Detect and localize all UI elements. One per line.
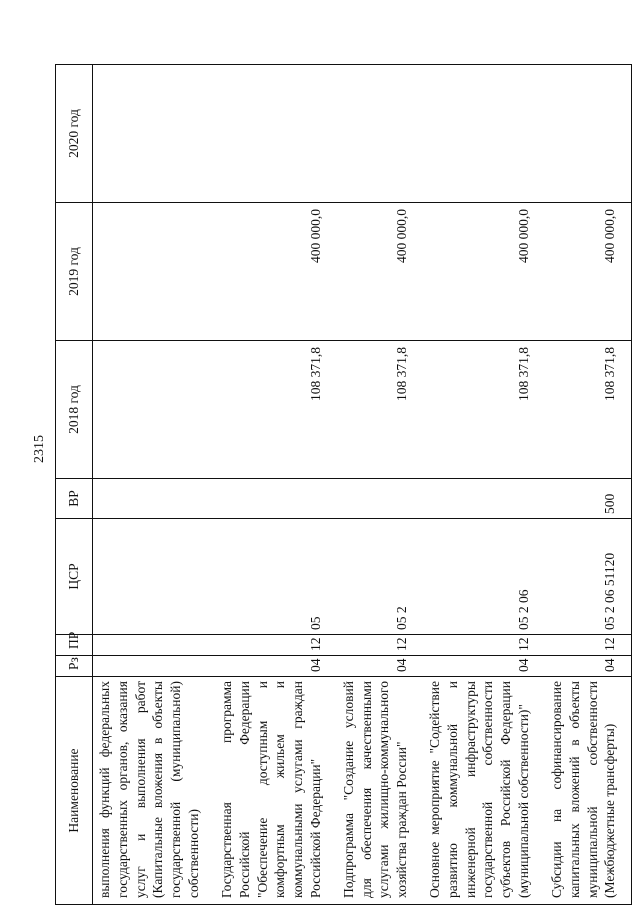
- row-csr: 05 2 06 51120: [545, 519, 632, 635]
- header-row: [56, 65, 93, 905]
- rotated-page: [0, 65, 640, 905]
- row-pr: [93, 635, 215, 656]
- row-vr: [337, 479, 423, 519]
- header-name: Наименование: [56, 677, 93, 905]
- row-rz: 04: [337, 656, 423, 677]
- row-pr: 12: [545, 635, 632, 656]
- row-csr: [93, 519, 215, 635]
- row-vr: [423, 479, 545, 519]
- budget-table: [55, 64, 632, 905]
- row-pr: 12: [215, 635, 337, 656]
- table-row: [215, 65, 337, 905]
- row-2019: 400 000,0: [337, 203, 423, 341]
- row-vr: 500: [545, 479, 632, 519]
- row-2019: 400 000,0: [545, 203, 632, 341]
- row-rz: [93, 656, 215, 677]
- row-vr: [215, 479, 337, 519]
- table-row: [337, 65, 423, 905]
- table-row: [545, 65, 632, 905]
- row-csr: 05 2 06: [423, 519, 545, 635]
- table-row: [93, 65, 215, 905]
- row-2020: [545, 65, 632, 203]
- row-vr: [93, 479, 215, 519]
- row-2019: [93, 203, 215, 341]
- row-rz: 04: [545, 656, 632, 677]
- header-rz: Рз: [56, 656, 93, 677]
- row-pr: 12: [423, 635, 545, 656]
- page-number: 2315: [32, 435, 47, 463]
- row-csr: 05 2: [337, 519, 423, 635]
- row-name: Основное мероприятие "Содействие развитию коммунальной и инженерной инфраструктуры государственной собственности субъектов Российской Федерации (муниципальной собственности)": [423, 677, 545, 905]
- row-name: выполнения функций федеральных государственных органов, оказания услуг и выполнения работ (Капитальные вложения в объекты государственной (муниципальной) собственности): [93, 677, 215, 905]
- row-rz: 04: [215, 656, 337, 677]
- row-2020: [423, 65, 545, 203]
- row-csr: 05: [215, 519, 337, 635]
- row-2019: 400 000,0: [423, 203, 545, 341]
- row-name: Государственная программа Российской Федерации "Обеспечение доступным и комфортным жильем и коммунальными услугами граждан Российской Федерации": [215, 677, 337, 905]
- table-row: [423, 65, 545, 905]
- header-2020: 2020 год: [56, 65, 93, 203]
- row-name: Субсидии на софинансирование капитальных вложений в объекты муниципальной собственности (Межбюджетные трансферты): [545, 677, 632, 905]
- row-2020: [93, 65, 215, 203]
- row-rz: 04: [423, 656, 545, 677]
- header-2018: 2018 год: [56, 341, 93, 479]
- header-pr: ПР: [56, 635, 93, 656]
- row-2018: 108 371,8: [337, 341, 423, 479]
- row-2018: 108 371,8: [423, 341, 545, 479]
- header-vr: ВР: [56, 479, 93, 519]
- row-2018: 108 371,8: [215, 341, 337, 479]
- row-2018: [93, 341, 215, 479]
- row-2020: [337, 65, 423, 203]
- row-2018: 108 371,8: [545, 341, 632, 479]
- row-pr: 12: [337, 635, 423, 656]
- header-csr: ЦСР: [56, 519, 93, 635]
- row-2020: [215, 65, 337, 203]
- row-2019: 400 000,0: [215, 203, 337, 341]
- row-name: Подпрограмма "Создание условий для обеспечения качественными услугами жилищно-коммунального хозяйства граждан России": [337, 677, 423, 905]
- header-2019: 2019 год: [56, 203, 93, 341]
